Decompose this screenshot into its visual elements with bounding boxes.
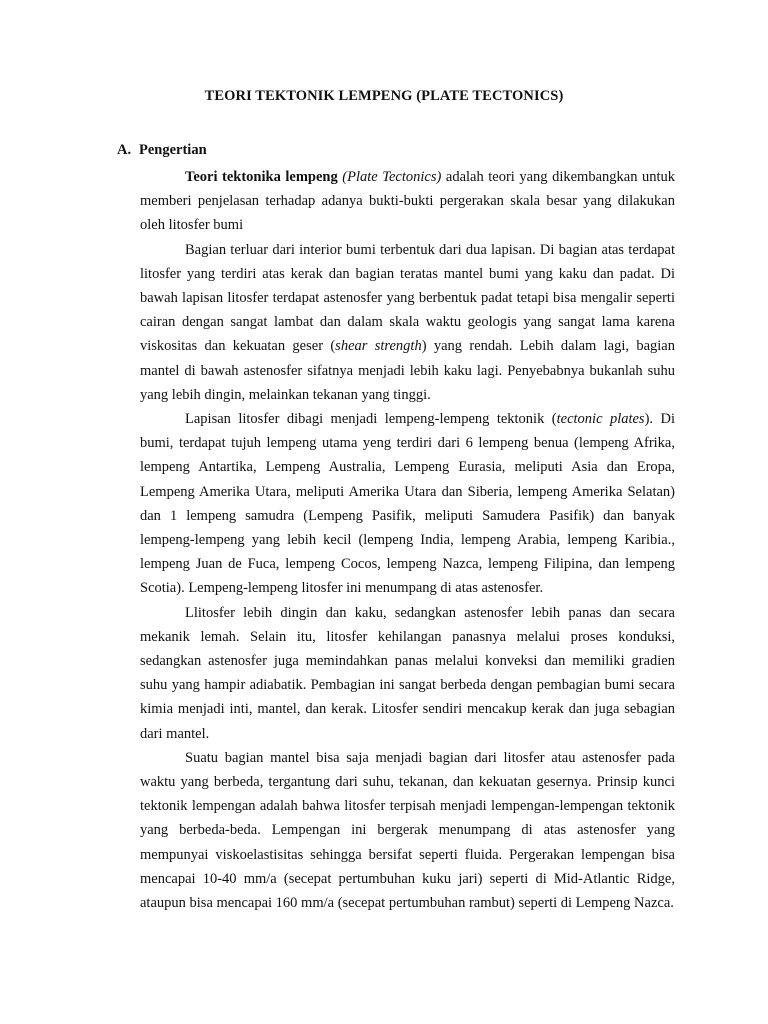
paragraph-5: Suatu bagian mantel bisa saja menjadi bagian dari litosfer atau astenosfer pada waktu yang berbeda, tergantung dari suhu, tekanan, dan kekuatan gesernya. Prinsip kunci tektonik lempengan adalah bahwa litosfer terpisah menjadi lempengan-lempengan tektonik yang berbeda-beda. Lempengan ini bergerak menumpang di atas astenosfer yang mempunyai viskoelastisitas sehingga bersifat seperti fluida. Pergerakan lempengan bisa mencapai 10-40 mm/a (secepat pertumbuhan kuku jari) seperti di Mid-Atlantic Ridge, ataupun bisa mencapai 160 mm/a (secepat pertumbuhan rambut) seperti di Lempeng Nazca.	[140, 749, 675, 912]
paragraph-3-text-a: Lapisan litosfer dibagi menjadi lempeng-lempeng tektonik (	[185, 411, 557, 428]
document-title: TEORI TEKTONIK LEMPENG (PLATE TECTONICS)	[204, 88, 564, 104]
paragraph-1-term-en: (Plate Tectonics)	[342, 169, 442, 185]
section-number: A.	[117, 142, 132, 158]
document-body	[140, 165, 675, 915]
paragraph-3	[140, 407, 675, 601]
paragraph-2-term-en: shear strength	[335, 338, 422, 355]
paragraph-2-text-a: Bagian terluar dari interior bumi terbentuk dari dua lapisan. Di bagian atas terdapat litosfer yang terdiri atas kerak dan bagian teratas mantel bumi yang kaku dan padat. Di bawah lapisan litosfer terdapat astenosfer yang berbentuk padat tetapi bisa mengalir seperti cairan dengan sangat lambat dan dalam skala waktu geologis yang sangat lama karena viskositas dan kekuatan geser (	[140, 241, 675, 355]
paragraph-3-text-b: ). Di bumi, terdapat tujuh lempeng utama yeng terdiri dari 6 lempeng benua (lempeng Afrika, lempeng Antartika, Lempeng Australia, Lempeng Eurasia, meliputi Asia dan Eropa, Lempeng Amerika Utara, meliputi Amerika Utara dan Siberia, lempeng Amerika Selatan) dan 1 lempeng samudra (Lempeng Pasifik, meliputi Samudera Pasifik) dan banyak lempeng-lempeng yang lebih kecil (lempeng India, lempeng Arabia, lempeng Karibia., lempeng Juan de Fuca, lempeng Cocos, lempeng Nazca, lempeng Filipina, dan lempeng Scotia). Lempeng-lempeng litosfer ini menumpang di atas astenosfer.	[140, 411, 675, 597]
paragraph-1-text: adalah teori yang dikembangkan untuk memberi penjelasan terhadap adanya bukti-bukti pergerakan skala besar yang dilakukan oleh litosfer bumi	[140, 169, 676, 234]
paragraph-1	[140, 165, 675, 238]
paragraph-3-term-en: tectonic plates	[556, 411, 645, 428]
paragraph-2-text-b: ) yang rendah. Lebih dalam lagi, bagian mantel di bawah astenosfer sifatnya menjadi lebih kaku lagi. Penyebabnya bukanlah suhu yang lebih dingin, melainkan tekanan yang tinggi.	[140, 338, 675, 403]
paragraph-2	[140, 238, 675, 407]
paragraph-1-term: Teori tektonika lempeng	[185, 169, 338, 185]
paragraph-4: Llitosfer lebih dingin dan kaku, sedangkan astenosfer lebih panas dan secara mekanik lemah. Selain itu, litosfer kehilangan panasnya melalui proses konduksi, sedangkan astenosfer juga memindahkan panas melalui konveksi dan memiliki gradien suhu yang hampir adiabatik. Pembagian ini sangat berbeda dengan pembagian bumi secara kimia menjadi inti, mantel, dan kerak. Litosfer sendiri mencakup kerak dan juga sebagian dari mantel.	[140, 604, 675, 742]
section-heading	[117, 142, 207, 159]
section-title: Pengertian	[139, 142, 207, 158]
